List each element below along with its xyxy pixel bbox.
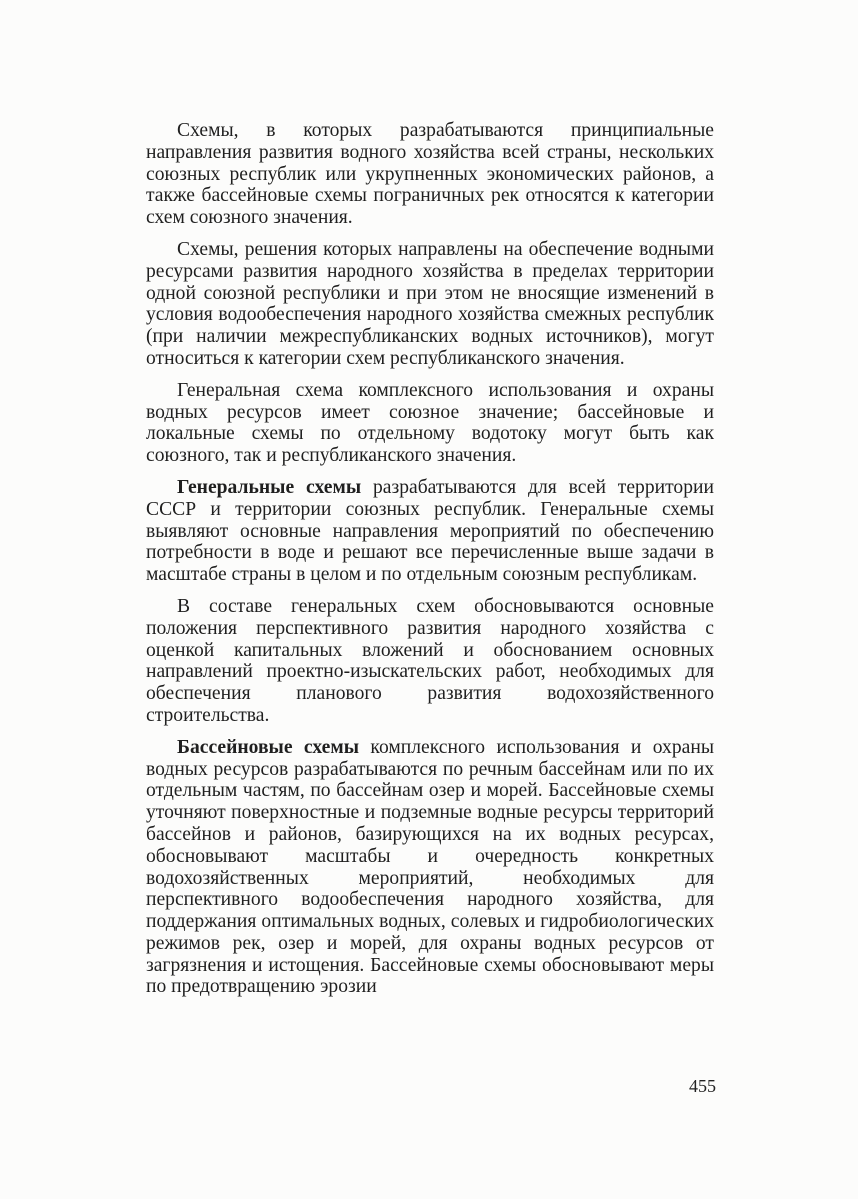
body-text (146, 120, 714, 1008)
paragraph-4 (146, 477, 714, 586)
paragraph-6-text: комплексного использования и охраны водных ресурсов разрабатываются по речным бассейнам или по их отдельным частям, по бассейнам озер и морей. Бассейновые схемы уточняют поверхностные и подземные водные ресурсы территорий бассейнов и районов, базирующихся на их водных ресурсах, обосновывают масштабы и очередность конкретных водохозяйственных мероприятий, необходимых для перспективного водообеспечения народного хозяйства, для поддержания оптимальных водных, солевых и гидробиологических режимов рек, озер и морей, для охраны водных ресурсов от загрязнения и истощения. Бассейновые схемы обосновывают меры по предотвращению эрозии (146, 736, 715, 998)
paragraph-6-bold: Бассейновые схемы (177, 736, 360, 758)
paragraph-4-bold: Генеральные схемы (177, 476, 362, 498)
paragraph-1 (146, 120, 714, 229)
paragraph-2 (146, 239, 714, 370)
page-number: 455 (689, 1076, 716, 1096)
paragraph-5 (146, 596, 714, 727)
paragraph-1-text: Схемы, в которых разрабатываются принципиальные направления развития водного хозяйства всей страны, нескольких союзных республик или укрупненных экономических районов, а также бассейновые схемы пограничных рек относятся к категории схем союзного значения. (146, 120, 714, 229)
paragraph-6 (146, 737, 714, 999)
paragraph-4-text: разрабатываются для всей территории СССР и территории союзных республик. Генеральные схемы выявляют основные направления мероприятий по обеспечению потребности в воде и решают все перечисленные выше задачи в масштабе страны в целом и по отдельным союзным республикам. (146, 476, 714, 586)
paragraph-3-text: Генеральная схема комплексного использования и охраны водных ресурсов имеет союзное значение; бассейновые и локальные схемы по отдельному водотоку могут быть как союзного, так и республиканского значения. (146, 379, 714, 467)
paragraph-5-text: В составе генеральных схем обосновываются основные положения перспективного развития народного хозяйства с оценкой капитальных вложений и обоснованием основных направлений проектно-изыскательских работ, необходимых для обеспечения планового развития водохозяйственного строительства. (146, 595, 714, 726)
paragraph-2-text: Схемы, решения которых направлены на обеспечение водными ресурсами развития народного хозяйства в пределах территории одной союзной республики и при этом не вносящие изменений в условия водообеспечения народного хозяйства смежных республик (при наличии межреспубликанских водных источников), могут относиться к категории схем республиканского значения. (146, 238, 714, 369)
paragraph-3 (146, 380, 714, 467)
